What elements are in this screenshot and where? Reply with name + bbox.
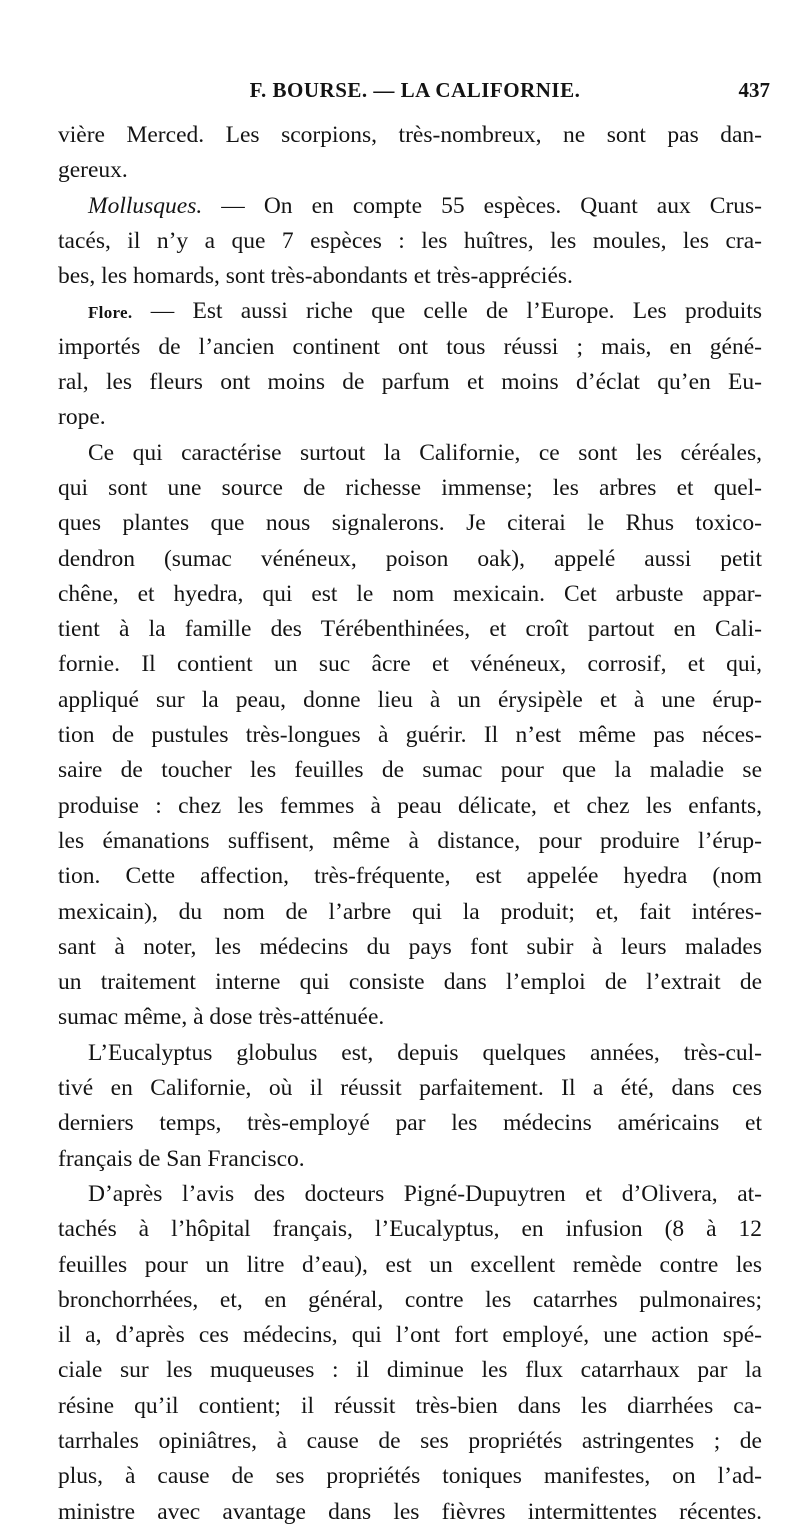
- text-line: [58, 1106, 762, 1141]
- line-text: tient à la famille des Térébenthinées, et croît partout en Cali-: [58, 616, 762, 643]
- section-heading: Mollusques.: [88, 192, 203, 219]
- text-line: [58, 189, 762, 224]
- text-line: [58, 542, 762, 577]
- line-text: il a, d’après ces médecins, qui l’ont fort employé, une action spé-: [58, 1322, 762, 1349]
- text-line: [58, 506, 762, 541]
- text-line: [58, 224, 762, 259]
- text-line: [58, 789, 762, 824]
- line-text: importés de l’ancien continent ont tous réussi ; mais, en géné-: [58, 333, 762, 360]
- text-line: [58, 1177, 762, 1212]
- line-text: L’Eucalyptus globulus est, depuis quelques années, très-cul-: [88, 1039, 762, 1066]
- line-text: bes, les homards, sont très-abondants et très-appréciés.: [58, 263, 573, 290]
- line-text: ques plantes que nous signalerons. Je citerai le Rhus toxico-: [58, 510, 762, 537]
- line-text: un traitement interne qui consiste dans l’emploi de l’extrait de: [58, 969, 762, 996]
- line-text: les émanations suffisent, même à distance, pour produire l’érup-: [58, 827, 762, 854]
- text-line: [58, 1495, 762, 1530]
- line-text: appliqué sur la peau, donne lieu à un érysipèle et à une érup-: [58, 686, 762, 713]
- line-text: derniers temps, très-employé par les médecins américains et: [58, 1110, 762, 1137]
- text-line: [58, 365, 762, 400]
- text-line: [58, 436, 762, 471]
- line-text: fornie. Il contient un suc âcre et vénéneux, corrosif, et qui,: [58, 651, 762, 678]
- text-line: [58, 612, 762, 647]
- text-line: [58, 400, 762, 435]
- text-line: [58, 683, 762, 718]
- line-text: — Est aussi riche que celle de l’Europe. Les produits: [132, 298, 762, 325]
- text-line: [58, 153, 762, 188]
- line-text: plus, à cause de ses propriétés toniques manifestes, on l’ad-: [58, 1463, 762, 1490]
- text-line: [58, 930, 762, 965]
- text-line: [58, 1142, 762, 1177]
- text-line: [58, 824, 762, 859]
- text-line: [58, 1036, 762, 1071]
- line-text: saire de toucher les feuilles de sumac pour que la maladie se: [58, 757, 762, 784]
- line-text: tarrhales opiniâtres, à cause de ses propriétés astringentes ; de: [58, 1427, 762, 1454]
- text-line: [58, 1248, 762, 1283]
- line-text: sumac même, à dose très-atténuée.: [58, 1004, 385, 1031]
- line-text: ministre avec avantage dans les fièvres intermittentes récentes.: [58, 1498, 762, 1525]
- line-text: — On en compte 55 espèces. Quant aux Crus-: [202, 192, 762, 219]
- line-text: français de San Francisco.: [58, 1145, 305, 1172]
- text-line: [58, 471, 762, 506]
- text-line: [58, 718, 762, 753]
- text-line: [58, 753, 762, 788]
- text-line: [58, 118, 762, 153]
- line-text: rope.: [58, 404, 106, 431]
- text-line: [58, 1424, 762, 1459]
- text-line: [58, 1071, 762, 1106]
- line-text: gereux.: [58, 157, 128, 184]
- line-text: qui sont une source de richesse immense; les arbres et quel-: [58, 474, 762, 501]
- line-text: sant à noter, les médecins du pays font subir à leurs malades: [58, 933, 762, 960]
- text-line: [58, 1000, 762, 1035]
- text-line: [58, 330, 762, 365]
- line-text: Ce qui caractérise surtout la Californie, ce sont les céréales,: [88, 439, 762, 466]
- text-line: [58, 1283, 762, 1318]
- line-text: vière Merced. Les scorpions, très-nombreux, ne sont pas dan-: [58, 122, 762, 148]
- line-text: bronchorrhées, et, en général, contre les catarrhes pulmonaires;: [58, 1286, 762, 1313]
- line-text: dendron (sumac vénéneux, poison oak), appelé aussi petit: [58, 545, 762, 572]
- body-text: [58, 118, 762, 1530]
- running-title: F. BOURSE. — LA CALIFORNIE.: [249, 78, 581, 102]
- text-line: [58, 1318, 762, 1353]
- section-heading: Flore.: [88, 303, 133, 323]
- line-text: tion de pustules très-longues à guérir. Il n’est même pas néces-: [58, 722, 762, 749]
- text-line: [58, 1459, 762, 1494]
- running-head: [60, 78, 770, 114]
- line-text: feuilles pour un litre d’eau), est un excellent remède contre les: [58, 1251, 762, 1278]
- text-line: [58, 1353, 762, 1388]
- line-text: tion. Cette affection, très-fréquente, est appelée hyedra (nom: [58, 863, 762, 890]
- line-text: tachés à l’hôpital français, l’Eucalyptus, en infusion (8 à 12: [58, 1216, 762, 1243]
- line-text: chêne, et hyedra, qui est le nom mexicain. Cet arbuste appar-: [58, 580, 762, 607]
- line-text: produise : chez les femmes à peau délicate, et chez les enfants,: [58, 792, 762, 819]
- text-line: [58, 259, 762, 294]
- line-text: D’après l’avis des docteurs Pigné-Dupuytren et d’Olivera, at-: [88, 1180, 762, 1207]
- line-text: mexicain), du nom de l’arbre qui la produit; et, fait intéres-: [58, 898, 762, 925]
- line-text: tacés, il n’y a que 7 espèces : les huîtres, les moules, les cra-: [58, 227, 762, 254]
- text-line: [58, 965, 762, 1000]
- line-text: ciale sur les muqueuses : il diminue les flux catarrhaux par la: [58, 1357, 762, 1384]
- text-line: [58, 647, 762, 682]
- line-text: ral, les fleurs ont moins de parfum et moins d’éclat qu’en Eu-: [58, 369, 762, 396]
- text-line: [58, 859, 762, 894]
- text-line: [58, 294, 762, 329]
- page-number: 437: [738, 78, 770, 102]
- line-text: tivé en Californie, où il réussit parfaitement. Il a été, dans ces: [58, 1075, 762, 1102]
- line-text: résine qu’il contient; il réussit très-bien dans les diarrhées ca-: [58, 1392, 762, 1419]
- text-line: [58, 1212, 762, 1247]
- text-line: [58, 895, 762, 930]
- text-line: [58, 577, 762, 612]
